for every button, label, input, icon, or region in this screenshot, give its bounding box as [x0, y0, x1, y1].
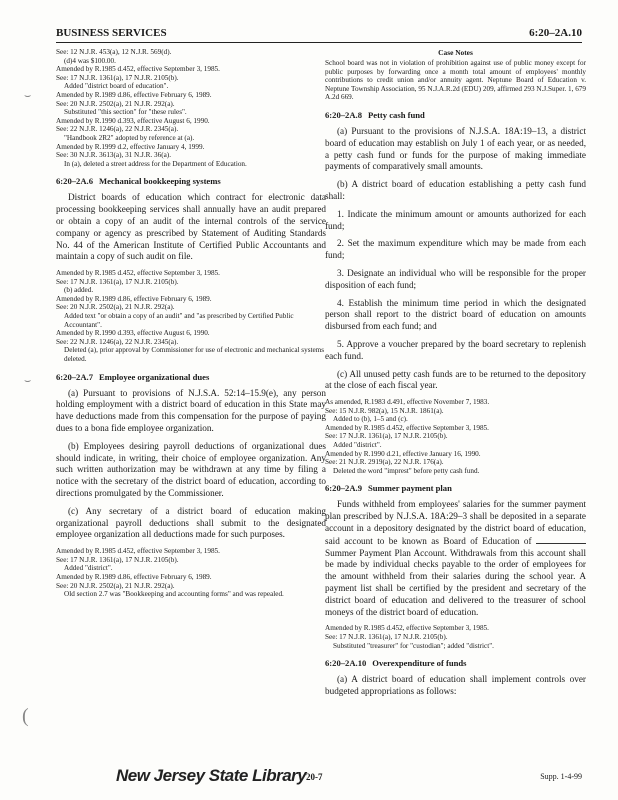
section-paragraph: (b) Employees desiring payroll deductions of organizational dues should indicate, in writing, their choice of employee organization. Any such written authorization may be withdrawn at any time by filing a notice with the secretary of the district board of education, according to directions promulgated by the Commissioner.: [56, 440, 326, 498]
history-line: See: 15 N.J.R. 982(a), 15 N.J.R. 1861(a).: [325, 406, 444, 415]
section-heading: [56, 372, 326, 382]
history-line: See: 30 N.J.R. 3613(a), 31 N.J.R. 36(a).: [56, 151, 171, 160]
fill-in-blank: [536, 535, 586, 544]
history-notes: [56, 547, 326, 599]
section-title: Overexpenditure of funds: [372, 658, 467, 669]
history-line: See: 17 N.J.R. 1361(a), 17 N.J.R. 2105(b).: [56, 73, 179, 82]
section-paragraph: 4. Establish the minimum time period in which the designated person shall report to the district board of education on amounts disbursed from each fund; and: [325, 297, 586, 332]
history-line: See: 21 N.J.R. 2919(a), 22 N.J.R. 176(a).: [325, 458, 444, 467]
section-body: (a) A district board of education shall implement controls over budgeted appropriations as follows:: [325, 674, 586, 696]
history-line: Amended by R.1985 d.452, effective September 3, 1985.: [56, 65, 220, 74]
history-line: (d)4 was $100.00.: [64, 56, 116, 65]
history-notes: [56, 269, 326, 364]
margin-mark: ⌣: [24, 90, 32, 102]
section-heading: [56, 176, 326, 186]
history-line: Amended by R.1989 d.86, effective February 6, 1989.: [56, 90, 212, 99]
history-line: Added to (b), 1–5 and (c).: [333, 415, 408, 424]
section-paragraph: (a) Pursuant to provisions of N.J.S.A. 52:14–15.9(e), any person holding employment with a district board of education in this State may have deductions made from this compensation for the purpose of paying dues to a bona fide employee organization.: [56, 387, 326, 434]
history-line: As amended, R.1983 d.491, effective November 7, 1983.: [325, 398, 490, 407]
section-paragraph: (c) All unused petty cash funds are to be returned to the depository at the close of each fiscal year.: [325, 368, 586, 391]
history-line: See: 20 N.J.R. 2502(a), 21 N.J.R. 292(a).: [56, 581, 175, 590]
history-line: Added "district board of education".: [64, 82, 169, 91]
header-title: BUSINESS SERVICES: [56, 27, 167, 39]
history-line: Substituted "this section" for "these rules".: [64, 108, 187, 117]
section-paragraph: (b) A district board of education establishing a petty cash fund shall:: [325, 179, 586, 201]
section-number: 6:20–2A.9: [325, 483, 362, 494]
section-paragraph: (a) Pursuant to the provisions of N.J.S.A. 18A:19–13, a district board of education may establish on July 1 of each year, or as needed, a petty cash fund or funds for the purpose of making immediate payments of comparatively small amounts.: [325, 125, 586, 172]
history-line: (b) added.: [64, 286, 94, 295]
history-line: Substituted "treasurer" for "custodian"; added "district".: [333, 641, 494, 650]
section-heading: [325, 110, 586, 120]
section-title: Summer payment plan: [368, 483, 452, 494]
history-line: See: 17 N.J.R. 1361(a), 17 N.J.R. 2105(b).: [325, 432, 448, 441]
section-paragraph: (c) Any secretary of a district board of education making organizational payroll deductions shall submit to the designated employee organization all deductions made for such purposes.: [56, 505, 326, 540]
case-notes-text: School board was not in violation of prohibition against use of public money except for public purposes by forwarding once a month total amount of employees' monthly contributions to credit union and/or annuity agent. Neptune Board of Education v. Neptune Township Association, 95 N.J.A.R.2d (EDU) 209, affirmed 293 N.J.Super. 1, 679 A.2d 669.: [325, 59, 586, 102]
section-paragraph: 3. Designate an individual who will be responsible for the proper disposition of each fund;: [325, 267, 586, 290]
history-line: Amended by R.1985 d.452, effective September 3, 1985.: [56, 269, 220, 278]
history-line: See: 22 N.J.R. 1246(a), 22 N.J.R. 2345(a).: [56, 337, 179, 346]
section-heading: [325, 483, 586, 493]
body-text: Funds withheld from employees' salaries for the summer payment plan prescribed by N.J.S.A. 18A:29–3 shall be deposited in a separate account in a depository designated by the district board of education, said account to be known as Board of Education of: [325, 499, 586, 546]
history-line: "Handbook 2R2" adopted by reference at (a).: [64, 133, 195, 142]
section-title: Employee organizational dues: [99, 371, 210, 382]
history-line: See: 17 N.J.R. 1361(a), 17 N.J.R. 2105(b).: [325, 633, 448, 642]
history-line: Amended by R.1989 d.86, effective February 6, 1989.: [56, 572, 212, 581]
history-line: Amended by R.1999 d.2, effective January 4, 1999.: [56, 142, 205, 151]
page-number: 20-7: [306, 772, 323, 782]
body-text: Summer Payment Plan Account. Withdrawals from this account shall be made by individual checks payable to the order of employees for the amount withheld from their salaries during the school year. A payment list shall be certified by the president and secretary of the district board of education and delivered to the treasurer of school moneys of the district board of education.: [325, 547, 586, 617]
section-paragraph: 5. Approve a voucher prepared by the board secretary to replenish each fund.: [325, 338, 586, 361]
section-title: Mechanical bookkeeping systems: [99, 176, 221, 187]
running-header: [56, 26, 582, 43]
history-line: Amended by R.1990 d.21, effective January 16, 1990.: [325, 449, 481, 458]
history-line: See: 12 N.J.R. 453(a), 12 N.J.R. 569(d).: [56, 48, 172, 56]
history-line: Deleted the word "imprest" before petty cash fund.: [333, 466, 480, 475]
section-number: 6:20–2A.10: [325, 658, 367, 669]
history-line: See: 17 N.J.R. 1361(a), 17 N.J.R. 2105(b).: [56, 277, 179, 286]
section-number: 6:20–2A.7: [56, 371, 93, 382]
margin-mark: (: [22, 705, 29, 727]
history-line: Added "district".: [333, 441, 382, 450]
section-body: District boards of education which contract for electronic data processing bookkeeping services shall annually have an audit prepared or obtain a copy of an audit of the internal controls of the service company or agency as prescribed by Statement of Auditing Standards No. 44 of the American Institute of Certified Public Accountants and maintain a copy of such audit on file.: [56, 192, 326, 262]
supplement-date: Supp. 1-4-99: [540, 772, 582, 781]
section-paragraphs: [325, 126, 586, 392]
margin-mark: ⌣: [24, 375, 32, 387]
history-line: Amended by R.1989 d.86, effective February 6, 1989.: [56, 294, 212, 303]
history-line: Amended by R.1990 d.393, effective August 6, 1990.: [56, 329, 210, 338]
left-column: [56, 48, 326, 599]
history-line: Amended by R.1985 d.452, effective September 3, 1985.: [56, 547, 220, 556]
history-line: Old section 2.7 was "Bookkeeping and accounting forms" and was repealed.: [64, 590, 284, 599]
library-stamp: New Jersey State Library: [116, 766, 307, 785]
page-footer: [56, 766, 582, 790]
history-line: Added text "or obtain a copy of an audit" and "as prescribed by Certified Public Accountant".: [64, 312, 294, 329]
history-notes: [325, 624, 586, 650]
section-number: 6:20–2A.8: [325, 109, 362, 120]
section-paragraph: 2. Set the maximum expenditure which may be made from each fund;: [325, 238, 586, 261]
section-heading: [325, 658, 586, 668]
history-line: See: 20 N.J.R. 2502(a), 21 N.J.R. 292(a).: [56, 99, 175, 108]
history-line: See: 20 N.J.R. 2502(a), 21 N.J.R. 292(a).: [56, 303, 175, 312]
section-body: [325, 499, 586, 618]
history-line: Deleted (a), prior approval by Commissioner for use of electronic and mechanical systems deleted.: [64, 346, 325, 364]
header-section: 6:20–2A.10: [529, 27, 582, 39]
history-notes: [56, 48, 326, 168]
history-notes: [325, 398, 586, 475]
history-line: Amended by R.1985 d.452, effective September 3, 1985.: [325, 423, 489, 432]
right-column: [325, 48, 586, 704]
history-line: Amended by R.1985 d.452, effective September 3, 1985.: [325, 624, 489, 633]
history-line: Amended by R.1990 d.393, effective August 6, 1990.: [56, 116, 210, 125]
history-line: See: 22 N.J.R. 1246(a), 22 N.J.R. 2345(a).: [56, 125, 179, 134]
section-number: 6:20–2A.6: [56, 176, 93, 187]
case-notes-heading: Case Notes: [438, 48, 473, 57]
history-line: Added "district".: [64, 564, 113, 573]
history-line: In (a), deleted a street address for the Department of Education.: [64, 159, 247, 168]
section-title: Petty cash fund: [368, 109, 425, 120]
section-paragraph: 1. Indicate the minimum amount or amounts authorized for each fund;: [325, 208, 586, 231]
history-line: See: 17 N.J.R. 1361(a), 17 N.J.R. 2105(b).: [56, 555, 179, 564]
